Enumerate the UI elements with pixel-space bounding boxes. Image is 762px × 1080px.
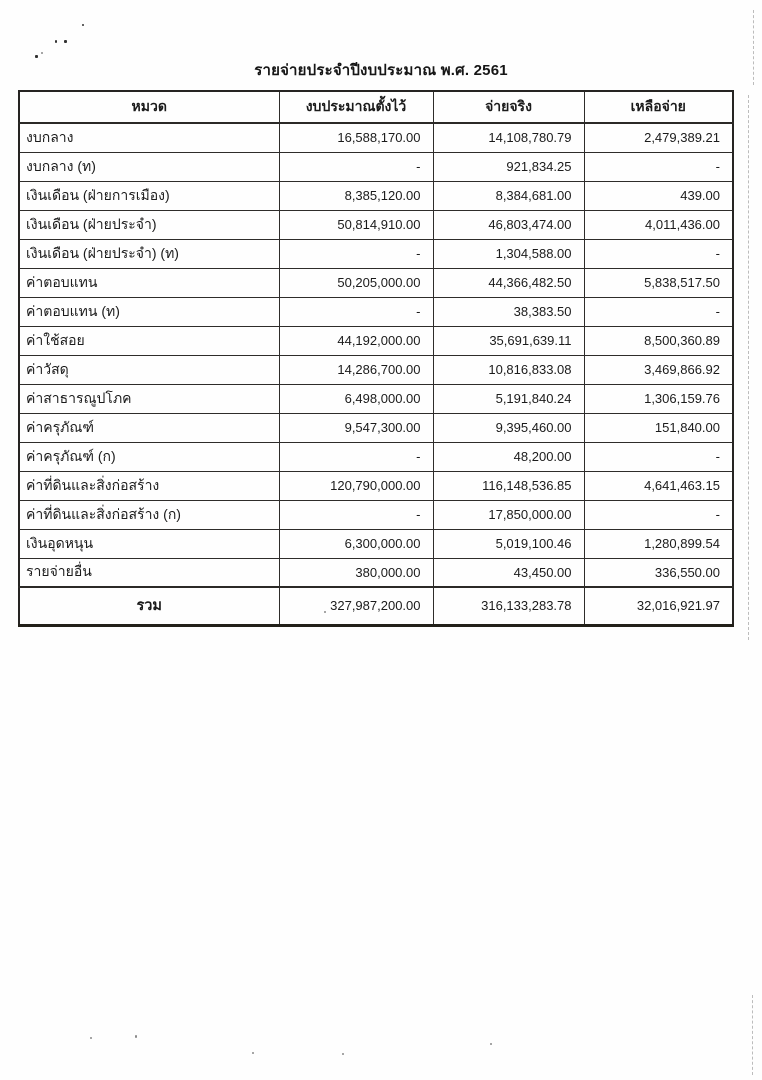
category-cell: เงินเดือน (ฝ่ายประจำ) (ท)	[19, 239, 279, 268]
table-row	[19, 239, 733, 268]
scan-speck	[55, 40, 57, 43]
table-row	[19, 181, 733, 210]
page-title: รายจ่ายประจำปีงบประมาณ พ.ศ. 2561	[254, 62, 508, 79]
category-cell: ค่าที่ดินและสิ่งก่อสร้าง (ก)	[19, 500, 279, 529]
table-row	[19, 500, 733, 529]
table-row	[19, 529, 733, 558]
budget-cell: 50,205,000.00	[279, 268, 433, 297]
expenditure-table	[18, 90, 734, 627]
scan-speck	[135, 1035, 137, 1038]
remaining-cell: 5,838,517.50	[584, 268, 733, 297]
table-row	[19, 123, 733, 152]
table-row	[19, 384, 733, 413]
table-body	[19, 123, 733, 587]
actual-cell: 43,450.00	[433, 558, 584, 587]
table-row	[19, 326, 733, 355]
budget-cell: 6,498,000.00	[279, 384, 433, 413]
actual-cell: 5,191,840.24	[433, 384, 584, 413]
remaining-cell: 439.00	[584, 181, 733, 210]
actual-cell: 46,803,474.00	[433, 210, 584, 239]
total-label-cell: รวม	[19, 587, 279, 625]
budget-cell: -	[279, 442, 433, 471]
scan-edge-line	[753, 10, 754, 85]
budget-cell: 9,547,300.00	[279, 413, 433, 442]
remaining-cell: -	[584, 239, 733, 268]
budget-cell: -	[279, 152, 433, 181]
remaining-cell: 336,550.00	[584, 558, 733, 587]
table-row	[19, 558, 733, 587]
scan-speck	[82, 24, 84, 26]
actual-cell: 44,366,482.50	[433, 268, 584, 297]
remaining-cell: 151,840.00	[584, 413, 733, 442]
actual-cell: 116,148,536.85	[433, 471, 584, 500]
budget-cell: 44,192,000.00	[279, 326, 433, 355]
table-row	[19, 355, 733, 384]
actual-cell: 8,384,681.00	[433, 181, 584, 210]
category-cell: เงินเดือน (ฝ่ายประจำ)	[19, 210, 279, 239]
actual-cell: 48,200.00	[433, 442, 584, 471]
table-row	[19, 268, 733, 297]
table-row	[19, 210, 733, 239]
total-actual-cell: 316,133,283.78	[433, 587, 584, 625]
category-cell: ค่าใช้สอย	[19, 326, 279, 355]
scan-speck	[90, 1037, 92, 1039]
table-row	[19, 152, 733, 181]
table-row	[19, 442, 733, 471]
category-cell: ค่าวัสดุ	[19, 355, 279, 384]
remaining-cell: 1,306,159.76	[584, 384, 733, 413]
column-header-remaining: เหลือจ่าย	[584, 91, 733, 123]
actual-cell: 921,834.25	[433, 152, 584, 181]
table-row	[19, 413, 733, 442]
actual-cell: 1,304,588.00	[433, 239, 584, 268]
category-cell: งบกลาง	[19, 123, 279, 152]
remaining-cell: 1,280,899.54	[584, 529, 733, 558]
actual-cell: 14,108,780.79	[433, 123, 584, 152]
scan-speck	[252, 1052, 254, 1054]
remaining-cell: -	[584, 442, 733, 471]
column-header-category: หมวด	[19, 91, 279, 123]
total-row	[19, 587, 733, 625]
remaining-cell: 4,011,436.00	[584, 210, 733, 239]
category-cell: เงินอุดหนุน	[19, 529, 279, 558]
category-cell: ค่าตอบแทน (ท)	[19, 297, 279, 326]
header-row	[19, 91, 733, 123]
category-cell: ค่าครุภัณฑ์	[19, 413, 279, 442]
remaining-cell: -	[584, 297, 733, 326]
scan-speck	[490, 1043, 492, 1045]
budget-cell: -	[279, 297, 433, 326]
category-cell: เงินเดือน (ฝ่ายการเมือง)	[19, 181, 279, 210]
budget-cell: -	[279, 500, 433, 529]
budget-cell: 50,814,910.00	[279, 210, 433, 239]
budget-cell: 6,300,000.00	[279, 529, 433, 558]
category-cell: ค่าตอบแทน	[19, 268, 279, 297]
budget-cell: -	[279, 239, 433, 268]
category-cell: รายจ่ายอื่น	[19, 558, 279, 587]
remaining-cell: 8,500,360.89	[584, 326, 733, 355]
budget-cell: 380,000.00	[279, 558, 433, 587]
category-cell: งบกลาง (ท)	[19, 152, 279, 181]
scan-speck	[35, 55, 38, 58]
budget-cell: 8,385,120.00	[279, 181, 433, 210]
scan-speck	[342, 1053, 344, 1055]
actual-cell: 35,691,639.11	[433, 326, 584, 355]
scan-speck	[324, 611, 326, 613]
actual-cell: 5,019,100.46	[433, 529, 584, 558]
remaining-cell: 4,641,463.15	[584, 471, 733, 500]
scan-edge-line	[748, 95, 749, 640]
category-cell: ค่าที่ดินและสิ่งก่อสร้าง	[19, 471, 279, 500]
total-budget-cell: 327,987,200.00	[279, 587, 433, 625]
scan-edge-line	[752, 995, 753, 1075]
budget-cell: 14,286,700.00	[279, 355, 433, 384]
total-remaining-cell: 32,016,921.97	[584, 587, 733, 625]
category-cell: ค่าสาธารณูปโภค	[19, 384, 279, 413]
actual-cell: 10,816,833.08	[433, 355, 584, 384]
table-row	[19, 471, 733, 500]
actual-cell: 38,383.50	[433, 297, 584, 326]
budget-cell: 16,588,170.00	[279, 123, 433, 152]
scan-speck	[64, 40, 67, 43]
remaining-cell: 3,469,866.92	[584, 355, 733, 384]
remaining-cell: 2,479,389.21	[584, 123, 733, 152]
budget-cell: 120,790,000.00	[279, 471, 433, 500]
column-header-actual: จ่ายจริง	[433, 91, 584, 123]
remaining-cell: -	[584, 500, 733, 529]
column-header-budget: งบประมาณตั้งไว้	[279, 91, 433, 123]
scan-speck	[41, 52, 43, 54]
actual-cell: 9,395,460.00	[433, 413, 584, 442]
actual-cell: 17,850,000.00	[433, 500, 584, 529]
remaining-cell: -	[584, 152, 733, 181]
category-cell: ค่าครุภัณฑ์ (ก)	[19, 442, 279, 471]
table-row	[19, 297, 733, 326]
